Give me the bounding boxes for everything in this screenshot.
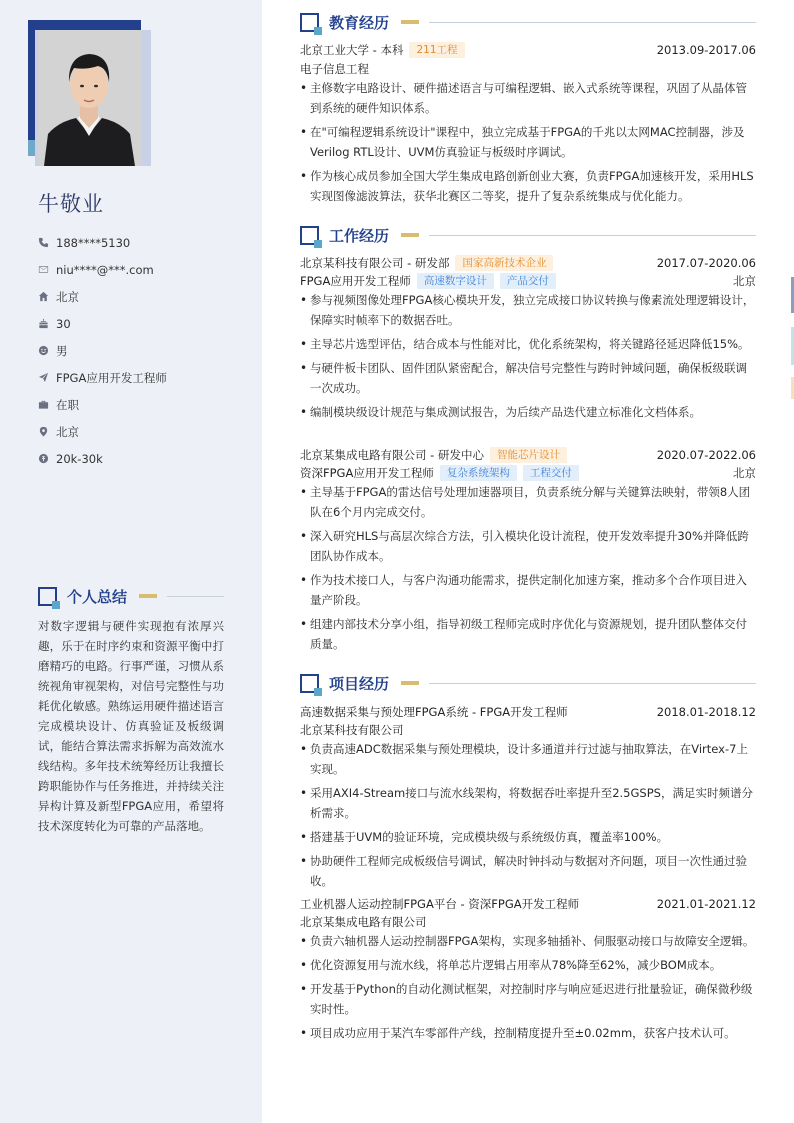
job-role-row <box>300 464 756 482</box>
info-text: niu****@***.com <box>56 262 154 277</box>
mail-icon <box>38 264 56 275</box>
info-text: 20k-30k <box>56 451 103 466</box>
list-item: • 作为核心成员参加全国大学生集成电路创新创业大赛，负责FPGA加速核开发，采用HLS实现图像滤波算法，获华北赛区二等奖，提升了复杂系统集成与优化能力。 <box>300 166 756 206</box>
section-title: 教育经历 <box>329 13 390 32</box>
info-status <box>38 391 167 418</box>
project-org: 北京某集成电路有限公司 <box>300 915 427 929</box>
info-home <box>38 283 167 310</box>
list-item: • 搭建基于UVM的验证环境，完成模块级与系统级仿真，覆盖率100%。 <box>300 827 756 847</box>
send-icon <box>38 372 56 383</box>
info-text: 北京 <box>56 424 79 439</box>
skill-tag: 产品交付 <box>500 273 556 289</box>
job-role-row <box>300 272 756 290</box>
section-title: 个人总结 <box>67 587 128 606</box>
list-item: • 主导芯片选型评估，结合成本与性能对比，优化系统架构，将关键路径延迟降低15%。 <box>300 334 756 354</box>
list-item: • 采用AXI4-Stream接口与流水线架构，将数据吞吐率提升至2.5GSPS，满足实时频谱分析需求。 <box>300 783 756 823</box>
company-tag: 国家高新技术企业 <box>455 255 553 271</box>
gold-divider <box>139 594 157 598</box>
major-row <box>300 60 756 78</box>
project-org-row <box>300 913 756 931</box>
gender-icon <box>38 345 56 356</box>
list-item: • 项目成功应用于某汽车零部件产线，控制精度提升至±0.02mm，获客户技术认可。 <box>300 1023 756 1043</box>
company-name: 北京某科技有限公司 - 研发部 <box>300 256 450 270</box>
education-date: 2013.09-2017.06 <box>656 43 756 57</box>
list-item: • 优化资源复用与流水线，将单芯片逻辑占用率从78%降至62%，减少BOM成本。 <box>300 955 756 975</box>
list-item: • 负责高速ADC数据采集与预处理模块，设计多通道并行过滤与抽取算法，在Virtex-7上实现。 <box>300 739 756 779</box>
divider-line <box>429 235 756 236</box>
education-bullets <box>300 78 756 210</box>
summary-section-header <box>38 585 224 607</box>
list-item: • 组建内部技术分享小组，指导初级工程师完成时序优化与资源规划，提升团队整体交付质量。 <box>300 614 756 654</box>
section-square-icon <box>300 674 319 693</box>
avatar <box>38 30 141 166</box>
school-tag: 211工程 <box>409 42 464 58</box>
gold-divider <box>401 20 419 24</box>
project-row <box>300 895 756 913</box>
info-text: 北京 <box>56 289 79 304</box>
info-position <box>38 364 167 391</box>
divider-line <box>429 22 756 23</box>
company-name: 北京某集成电路有限公司 - 研发中心 <box>300 448 484 462</box>
list-item: • 在"可编程逻辑系统设计"课程中，独立完成基于FPGA的千兆以太网MAC控制器，涉及Verilog RTL设计、UVM仿真验证与板级时序调试。 <box>300 122 756 162</box>
contact-info-list <box>38 229 167 472</box>
info-text: 30 <box>56 316 71 331</box>
project-org-row <box>300 721 756 739</box>
project-bullets <box>300 739 756 895</box>
list-item: • 参与视频图像处理FPGA核心模块开发，独立完成接口协议转换与像素流处理逻辑设计，保障实时帧率下的数据吞吐。 <box>300 290 756 330</box>
project-bullets <box>300 931 756 1047</box>
phone-icon <box>38 237 56 248</box>
job-company-row <box>300 254 756 272</box>
job-city: 北京 <box>733 274 756 288</box>
location-pin-icon <box>38 426 56 437</box>
project-org: 北京某科技有限公司 <box>300 723 404 737</box>
job-role: 资深FPGA应用开发工程师 <box>300 466 434 480</box>
job-date: 2020.07-2022.06 <box>656 448 756 462</box>
section-square-icon <box>38 587 57 606</box>
list-item: • 与硬件板卡团队、固件团队紧密配合，解决信号完整性与跨时钟域问题，确保板级联调一次成功。 <box>300 358 756 398</box>
sidebar <box>0 0 262 1123</box>
major: 电子信息工程 <box>300 62 369 76</box>
job-bullets <box>300 290 756 426</box>
project-date: 2021.01-2021.12 <box>656 897 756 911</box>
skill-tag: 复杂系统架构 <box>440 465 517 481</box>
education-section-header <box>300 11 756 33</box>
company-tag: 智能芯片设计 <box>490 447 567 463</box>
section-square-icon <box>300 226 319 245</box>
info-phone <box>38 229 167 256</box>
job-date: 2017.07-2020.06 <box>656 256 756 270</box>
list-item: • 开发基于Python的自动化测试框架，对控制时序与响应延迟进行批量验证，确保微秒级实时性。 <box>300 979 756 1019</box>
info-email <box>38 256 167 283</box>
section-title: 项目经历 <box>329 674 390 693</box>
divider-line <box>429 683 756 684</box>
section-title: 工作经历 <box>329 226 390 245</box>
info-salary <box>38 445 167 472</box>
info-age <box>38 310 167 337</box>
section-square-icon <box>300 13 319 32</box>
info-text: 188****5130 <box>56 235 131 250</box>
education-row <box>300 41 756 59</box>
job-company-row <box>300 446 756 464</box>
list-item: • 主修数字电路设计、硬件描述语言与可编程逻辑、嵌入式系统等课程，巩固了从晶体管到系统的硬件知识体系。 <box>300 78 756 118</box>
gold-divider <box>401 681 419 685</box>
project-name: 工业机器人运动控制FPGA平台 - 资深FPGA开发工程师 <box>300 897 580 911</box>
projects-section-header <box>300 672 756 694</box>
job-role: FPGA应用开发工程师 <box>300 274 411 288</box>
gold-divider <box>401 233 419 237</box>
project-name: 高速数据采集与预处理FPGA系统 - FPGA开发工程师 <box>300 705 568 719</box>
divider-line <box>167 596 224 597</box>
info-text: 在职 <box>56 397 79 412</box>
info-city <box>38 418 167 445</box>
salary-icon <box>38 453 56 464</box>
project-date: 2018.01-2018.12 <box>656 705 756 719</box>
job-bullets <box>300 482 756 658</box>
job-city: 北京 <box>733 466 756 480</box>
info-text: FPGA应用开发工程师 <box>56 370 167 385</box>
project-row <box>300 703 756 721</box>
home-icon <box>38 291 56 302</box>
info-text: 男 <box>56 343 68 358</box>
list-item: • 主导基于FPGA的雷达信号处理加速器项目，负责系统分解与关键算法映射，带领8人团队在6个月内完成交付。 <box>300 482 756 522</box>
list-item: • 负责六轴机器人运动控制器FPGA架构，实现多轴插补、伺服驱动接口与故障安全逻辑。 <box>300 931 756 951</box>
list-item: • 深入研究HLS与高层次综合方法，引入模块化设计流程，使开发效率提升30%并降低跨团队协作成本。 <box>300 526 756 566</box>
info-gender <box>38 337 167 364</box>
work-section-header <box>300 224 756 246</box>
cake-icon <box>38 318 56 329</box>
summary-text: 对数字逻辑与硬件实现抱有浓厚兴趣，乐于在时序约束和资源平衡中打磨精巧的电路。行事严谨，习惯从系统视角审视架构，对信号完整性与功耗优化敏感。熟练运用硬件描述语言完成模块设计、仿真验证及板级调试，能结合算法需求拆解为高效流水线结构。多年技术统筹经历让我擅长跨职能协作与任务推进，并持续关注异构计算及新型FPGA应用，希望将技术深度转化为可靠的产品落地。 <box>38 619 224 833</box>
skill-tag: 工程交付 <box>523 465 579 481</box>
list-item: • 协助硬件工程师完成板级信号调试，解决时钟抖动与数据对齐问题，项目一次性通过验收。 <box>300 851 756 891</box>
candidate-name: 牛敬业 <box>38 192 104 216</box>
briefcase-icon <box>38 399 56 410</box>
list-item: • 编制模块级设计规范与集成测试报告，为后续产品迭代建立标准化文档体系。 <box>300 402 756 422</box>
skill-tag: 高速数字设计 <box>417 273 494 289</box>
list-item: • 作为技术接口人，与客户沟通功能需求，提供定制化加速方案，推动多个合作项目进入量产阶段。 <box>300 570 756 610</box>
school-name: 北京工业大学 - 本科 <box>300 43 404 57</box>
